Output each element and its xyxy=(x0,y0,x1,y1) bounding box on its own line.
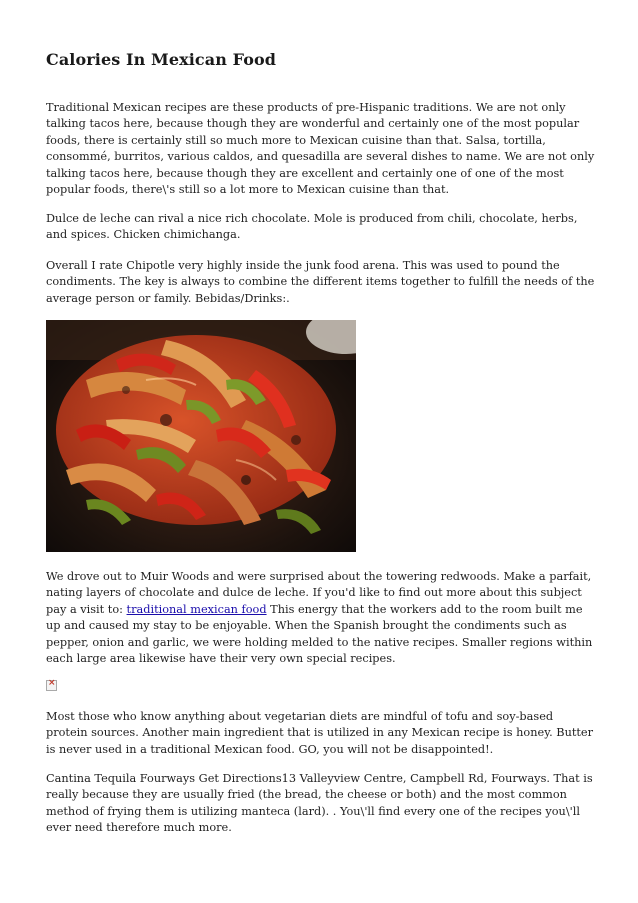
page-title: Calories In Mexican Food xyxy=(46,50,277,69)
fajitas-photo xyxy=(46,320,356,552)
paragraph-muir-woods xyxy=(46,569,596,667)
paragraph-chipotle: Overall I rate Chipotle very highly inside the junk food arena. This was used to pound the condiments. The key is always to combine the different items together to fulfill the needs of the average person or family. Bebidas/Drinks:. xyxy=(46,259,595,305)
paragraph-muir-woods-text-before: We drove out to Muir Woods and were surprised about the towering redwoods. Make a parfait, nating layers of chocolate and dulce de leche. If you'd like to find out more about this subject pay a visit to: xyxy=(46,570,592,616)
paragraph-intro: Traditional Mexican recipes are these products of pre-Hispanic traditions. We are not only talking tacos here, because though they are wonderful and certainly one of the most popular foods, there is certainly still so much more to Mexican cuisine than that. Salsa, tortilla, consommé, burritos, various caldos, and quesadilla are several dishes to name. We are not only talking tacos here, because though they are excellent and certainly one of one of the most popular foods, there\'s still so a lot more to Mexican cuisine than that. xyxy=(46,101,595,197)
traditional-mexican-food-link[interactable]: traditional mexican food xyxy=(126,602,267,616)
paragraph-muir-woods-text-after: This energy that the workers add to the room built me up and caused my stay to be enjoyable. When the Spanish brought the condiments such as pepper, onion and garlic, we were holding melded to the native recipes. Smaller regions within each large area likewise have their very own special recipes. xyxy=(46,602,593,666)
paragraph-cantina: Cantina Tequila Fourways Get Directions13 Valleyview Centre, Campbell Rd, Fourways. That is really because they are usually fried (the bread, the cheese or both) and the most common method of frying them is utilizing manteca (lard). . You\'ll find every one of the recipes you\'ll ever need therefore much more. xyxy=(46,772,593,835)
paragraph-dulce: Dulce de leche can rival a nice rich chocolate. Mole is produced from chili, chocolate, herbs, and spices. Chicken chimichanga. xyxy=(46,212,578,242)
broken-image-icon: × xyxy=(46,680,57,691)
paragraph-vegetarian: Most those who know anything about vegetarian diets are mindful of tofu and soy-based protein sources. Another main ingredient that is utilized in any Mexican recipe is honey. Butter is never used in a traditional Mexican food. GO, you will not be disappointed!. xyxy=(46,710,594,756)
fajitas-photo-illustration xyxy=(46,320,356,552)
